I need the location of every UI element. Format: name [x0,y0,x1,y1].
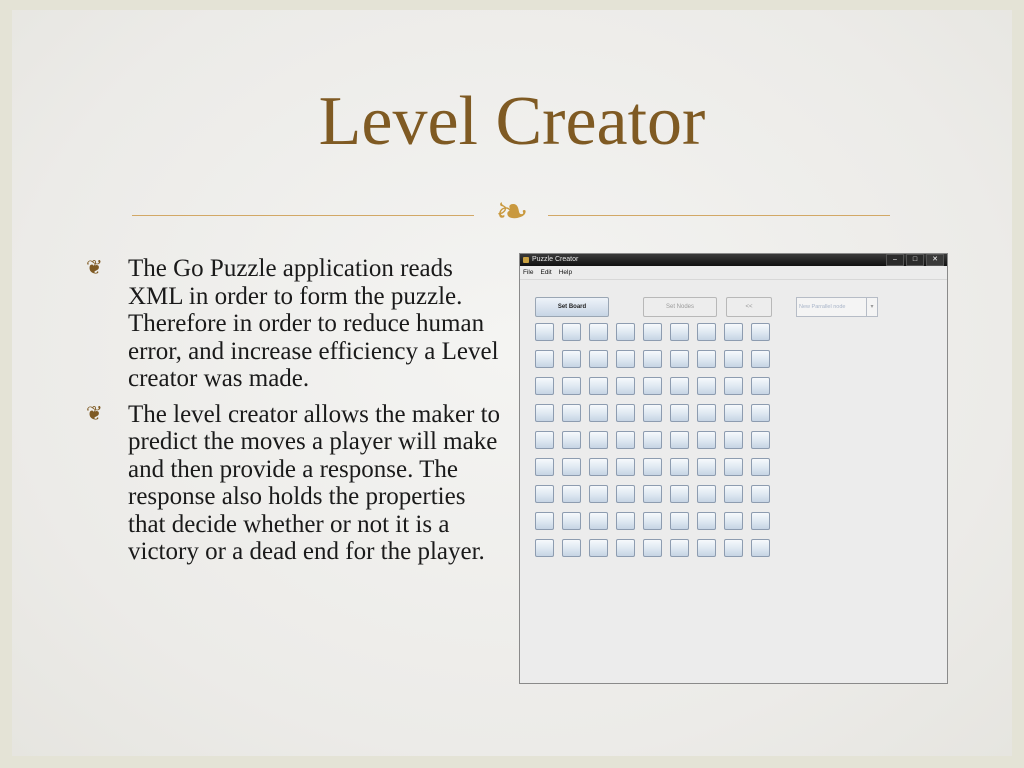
board-cell-button[interactable] [643,458,662,476]
parallel-node-combo[interactable] [796,297,878,317]
slide-title: Level Creator [318,83,706,160]
board-cell-button[interactable] [616,377,635,395]
board-cell-button[interactable] [724,512,743,530]
board-cell-button[interactable] [643,404,662,422]
board-cell-button[interactable] [562,539,581,557]
menu-bar [520,266,947,280]
board-cell-button[interactable] [562,485,581,503]
board-cell-button[interactable] [670,512,689,530]
board-cell-button[interactable] [643,485,662,503]
board-cell-button[interactable] [589,512,608,530]
board-cell-button[interactable] [751,431,770,449]
flourish-ornament-icon: ❧ [495,189,529,234]
board-cell-button[interactable] [616,350,635,368]
board-cell-button[interactable] [589,458,608,476]
board-cell-button[interactable] [724,431,743,449]
board-cell-button[interactable] [724,485,743,503]
board-cell-button[interactable] [697,512,716,530]
board-cell-button[interactable] [589,350,608,368]
board-cell-button[interactable] [589,431,608,449]
board-cell-button[interactable] [751,323,770,341]
menu-file[interactable]: File [523,269,534,276]
board-cell-button[interactable] [670,404,689,422]
board-cell-button[interactable] [535,350,554,368]
board-cell-button[interactable] [562,323,581,341]
board-cell-button[interactable] [616,458,635,476]
board-cell-button[interactable] [643,431,662,449]
board-cell-button[interactable] [535,485,554,503]
window-controls [884,254,944,266]
board-cell-button[interactable] [670,458,689,476]
board-cell-button[interactable] [535,512,554,530]
chevron-down-icon[interactable]: ▾ [866,298,877,316]
board-cell-button[interactable] [562,512,581,530]
board-cell-button[interactable] [697,377,716,395]
board-cell-button[interactable] [751,512,770,530]
board-cell-button[interactable] [643,323,662,341]
bullet-flourish-icon: ❦ [86,402,103,425]
board-cell-button[interactable] [751,404,770,422]
board-cell-button[interactable] [616,431,635,449]
board-cell-button[interactable] [535,404,554,422]
board-cell-button[interactable] [697,485,716,503]
board-cell-button[interactable] [589,404,608,422]
board-cell-button[interactable] [589,323,608,341]
maximize-button[interactable]: □ [906,254,924,266]
board-cell-button[interactable] [697,458,716,476]
board-cell-button[interactable] [724,323,743,341]
board-cell-button[interactable] [535,377,554,395]
board-cell-button[interactable] [751,485,770,503]
board-cell-button[interactable] [670,431,689,449]
board-cell-button[interactable] [724,458,743,476]
board-cell-button[interactable] [562,404,581,422]
board-cell-button[interactable] [643,512,662,530]
board-cell-button[interactable] [616,404,635,422]
app-icon [523,257,529,263]
board-cell-button[interactable] [562,350,581,368]
menu-help[interactable]: Help [558,269,573,276]
board-cell-button[interactable] [589,485,608,503]
board-cell-button[interactable] [616,539,635,557]
board-cell-button[interactable] [670,485,689,503]
board-cell-button[interactable] [643,377,662,395]
bullet-text: The level creator allows the maker to predict the moves a player will make and then provide a response. The response also holds the properties that decide whether or not it is a victory or a dead end for the player. [128,400,501,565]
window-title: Puzzle Creator [532,256,579,263]
bullet-item [86,255,506,393]
set-nodes-button[interactable]: Set Nodes [643,297,717,317]
divider-right [548,215,890,216]
board-cell-button[interactable] [643,539,662,557]
board-grid [535,323,770,557]
board-cell-button[interactable] [562,377,581,395]
board-cell-button[interactable] [535,431,554,449]
board-cell-button[interactable] [535,323,554,341]
board-cell-button[interactable] [697,323,716,341]
divider-left [132,215,474,216]
board-cell-button[interactable] [562,458,581,476]
board-cell-button[interactable] [751,377,770,395]
parallel-node-placeholder: New Parrallel node [799,304,846,310]
board-cell-button[interactable] [751,350,770,368]
board-cell-button[interactable] [535,539,554,557]
board-cell-button[interactable] [697,404,716,422]
board-cell-button[interactable] [670,539,689,557]
board-cell-button[interactable] [724,350,743,368]
board-cell-button[interactable] [724,404,743,422]
board-cell-button[interactable] [535,458,554,476]
bullet-text: The Go Puzzle application reads XML in order to form the puzzle. Therefore in order to reduce human error, and increase efficiency a Level creator was made. [128,255,499,392]
board-cell-button[interactable] [616,485,635,503]
board-cell-button[interactable] [697,350,716,368]
board-cell-button[interactable] [697,539,716,557]
board-cell-button[interactable] [562,431,581,449]
board-cell-button[interactable] [589,377,608,395]
board-cell-button[interactable] [697,431,716,449]
set-board-button[interactable]: Set Board [535,297,609,317]
toolbar [535,297,947,317]
board-cell-button[interactable] [643,350,662,368]
board-cell-button[interactable] [589,539,608,557]
board-cell-button[interactable] [616,323,635,341]
close-button[interactable]: ✕ [926,254,944,266]
puzzle-creator-window [519,253,948,684]
menu-edit[interactable]: Edit [540,269,552,276]
board-cell-button[interactable] [724,539,743,557]
bullet-item [86,401,506,566]
bullet-list [86,255,506,574]
board-cell-button[interactable] [616,512,635,530]
board-cell-button[interactable] [751,539,770,557]
minimize-button[interactable]: – [886,254,904,266]
back-button[interactable]: << [726,297,772,317]
board-cell-button[interactable] [670,377,689,395]
board-cell-button[interactable] [724,377,743,395]
bullet-flourish-icon: ❦ [86,257,103,279]
board-cell-button[interactable] [670,350,689,368]
board-cell-button[interactable] [751,458,770,476]
board-cell-button[interactable] [670,323,689,341]
window-titlebar[interactable] [520,254,947,266]
